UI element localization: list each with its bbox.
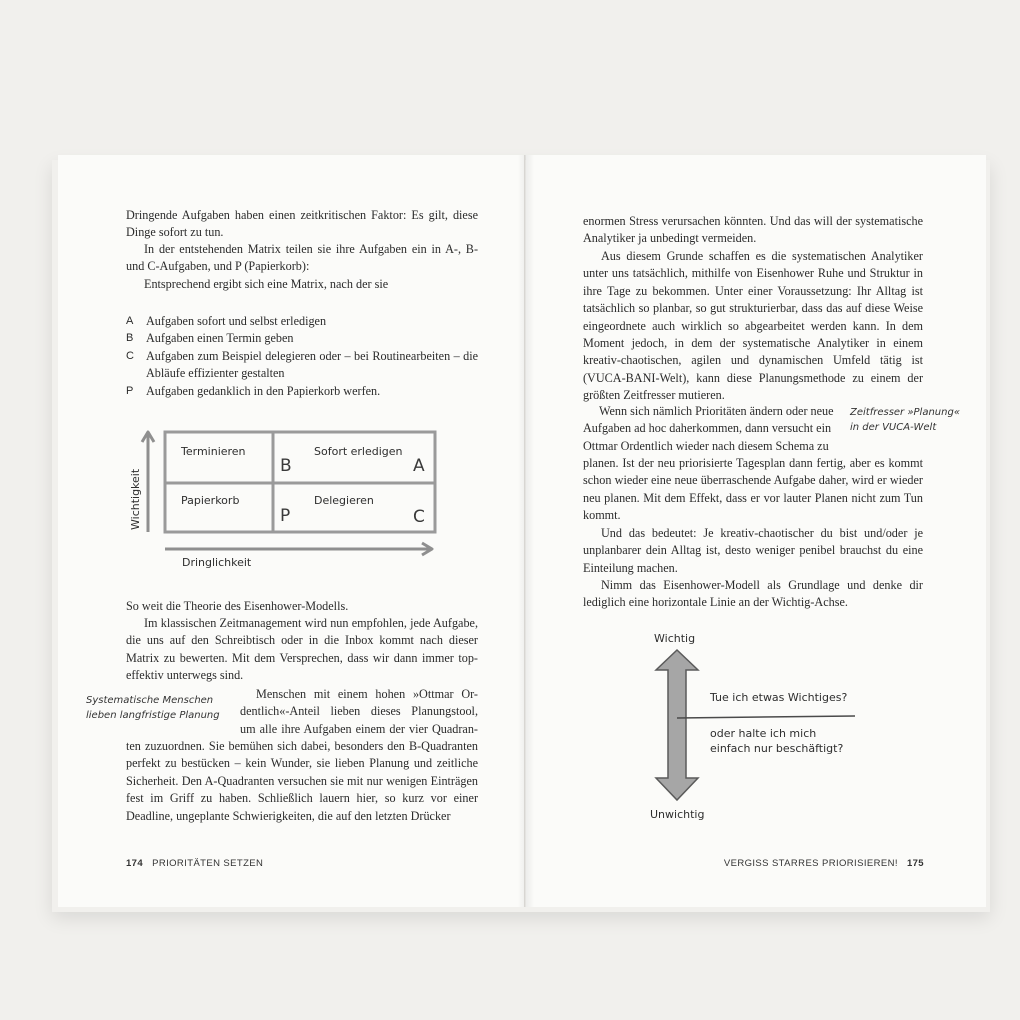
importance-diagram bbox=[640, 628, 870, 828]
body-paragraph-3: ten zuzuordnen. Sie bemühen sich dabei, besonders den B-Quadranten perfekt zu bestücken – kein Wunder, sie lieben Planung und zeitliche Sicherheit. Den A-Quadranten versuchen sie mit nur wenigen Einträgen fest im Griff zu haben. Schließlich lauern hier, so kurz vor einer Deadline, ungeplante Schwierigkeiten, die auf den letzten Drücker bbox=[126, 739, 478, 823]
list-item bbox=[126, 348, 478, 383]
upper-question: Tue ich etwas Wichtiges? bbox=[710, 691, 848, 704]
x-axis-arrow bbox=[165, 543, 432, 555]
right-paragraph-5: Nimm das Eisenhower-Modell als Grundlage und denke dir lediglich eine horizontale Linie an der Wichtig-Achse. bbox=[583, 578, 923, 610]
intro-paragraph-3: Entsprechend ergibt sich eine Matrix, nach der sie bbox=[144, 277, 389, 291]
list-text: Aufgaben sofort und selbst erledigen bbox=[146, 314, 327, 328]
wrap-line: Menschen mit einem hohen »Ottmar Or- bbox=[256, 687, 478, 701]
narrow-line: Wenn sich nämlich Prioritäten ändern oder neue bbox=[599, 404, 834, 418]
priority-list bbox=[126, 313, 478, 400]
cell-label-papierkorb: Papierkorb bbox=[181, 494, 240, 507]
bottom-label: Unwichtig bbox=[650, 808, 705, 821]
narrow-line: Ottmar Ordentlich wieder nach diesem Schema zu bbox=[583, 438, 829, 453]
x-axis-label: Dringlichkeit bbox=[182, 556, 252, 569]
list-key: C bbox=[126, 349, 134, 362]
body-paragraph-2: Im klassischen Zeitmanagement wird nun empfohlen, jede Aufgabe, die uns auf den Schreibtisch oder in die Inbox kommt nach dieser Matrix zu bewerten. Mit dem Versprechen, dass wir dann immer top-effektiv unterwegs sind. bbox=[126, 616, 478, 683]
y-axis-arrow bbox=[142, 432, 154, 532]
list-text: Aufgaben gedanklich in den Papierkorb werfen. bbox=[146, 383, 381, 398]
list-item bbox=[126, 313, 478, 330]
right-sidenote bbox=[850, 405, 960, 435]
sidenote-line: lieben langfristige Planung bbox=[86, 710, 220, 721]
sidenote-line: Zeitfresser »Planung« bbox=[850, 407, 960, 418]
eisenhower-matrix bbox=[118, 420, 448, 580]
right-paragraph-2: Aus diesem Grunde schaffen es die systematischen Analytiker unter uns tatsächlich, mithilfe von Eisenhower Ruhe und Struktur in ihre Tage zu bekommen. Unter einer Voraussetzung: Ihr Alltag ist tatsächlich so planbar, so gut strukturierbar, dass das auf diese Weise eingeordnete auch wirklich so abgearbeitet werden kann. In dem Moment jedoch, in dem der systematische Analytiker in einem kreativ-chaotischen, agilen und dynamischen Umfeld tätig ist (VUCA-BANI-Welt), kann diese Planungsmethode zu einem der größten Zeitfresser mutieren. bbox=[583, 249, 923, 403]
sidenote-line: in der VUCA-Welt bbox=[850, 422, 937, 433]
list-text: Aufgaben zum Beispiel delegieren oder – bei Routinearbeiten – die Abläufe effizienter gestalten bbox=[146, 348, 478, 381]
list-key: B bbox=[126, 332, 134, 345]
lower-question-line: einfach nur beschäftigt? bbox=[710, 742, 844, 755]
cell-letter-c: C bbox=[413, 507, 425, 527]
left-sidenote bbox=[86, 693, 220, 723]
cell-letter-b: B bbox=[280, 456, 292, 476]
wrapped-paragraph bbox=[240, 686, 478, 738]
left-footer bbox=[126, 858, 263, 869]
running-head-left: PRIORITÄTEN SETZEN bbox=[152, 858, 264, 869]
cell-label-terminieren: Terminieren bbox=[181, 445, 246, 458]
narrow-line: Aufgaben ad hoc daherkommen, dann versucht ein bbox=[583, 421, 832, 436]
lower-question-line: oder halte ich mich bbox=[710, 727, 817, 740]
y-axis-label: Wichtigkeit bbox=[129, 468, 142, 530]
right-footer bbox=[724, 858, 924, 869]
body-paragraph-1: So weit die Theorie des Eisenhower-Modells. bbox=[126, 599, 349, 613]
sidenote-line: Systematische Menschen bbox=[86, 695, 214, 706]
top-label: Wichtig bbox=[654, 632, 696, 645]
book-gutter bbox=[518, 155, 534, 907]
double-arrow bbox=[656, 650, 698, 800]
page-number-right: 175 bbox=[906, 858, 924, 869]
intro-paragraph-2: In der entstehenden Matrix teilen sie ihre Aufgaben ein in A-, B- und C-Aufgaben, und P (Papierkorb): bbox=[126, 242, 478, 274]
list-item bbox=[126, 383, 478, 400]
divider-line bbox=[677, 716, 855, 718]
cell-letter-a: A bbox=[413, 456, 425, 476]
cell-label-delegieren: Delegieren bbox=[314, 494, 374, 507]
list-text: Aufgaben einen Termin geben bbox=[146, 331, 294, 346]
intro-paragraph-1: Dringende Aufgaben haben einen zeitkritischen Faktor: Es gilt, diese Dinge sofort zu tun. bbox=[126, 208, 478, 240]
list-key: P bbox=[126, 384, 134, 397]
right-paragraph-4: Und das bedeutet: Je kreativ-chaotischer du bist und/oder je unplanbarer dein Alltag ist, desto weniger penibel brauchst du eine Einteilung machen. bbox=[583, 526, 923, 575]
list-item bbox=[126, 330, 478, 347]
wrap-line: dentlich«-Anteil lieben dieses Planungstool, bbox=[240, 704, 478, 719]
cell-letter-p: P bbox=[280, 506, 291, 526]
wrap-line: um alle ihre Aufgaben einem der vier Quadran- bbox=[240, 721, 478, 736]
page-number-left: 174 bbox=[126, 858, 144, 869]
cell-label-sofort-erledigen: Sofort erledigen bbox=[314, 445, 403, 458]
running-head-right: VERGISS STARRES PRIORISIEREN! bbox=[723, 858, 898, 869]
right-paragraph-1: enormen Stress verursachen könnten. Und das will der systematische Analytiker ja unbedingt vermeiden. bbox=[583, 214, 923, 246]
list-key: A bbox=[126, 315, 134, 327]
narrow-paragraph bbox=[583, 403, 841, 455]
right-paragraph-3: planen. Ist der neu priorisierte Tagesplan dann fertig, aber es kommt schon wieder eine neue überraschende Aufgabe daher, wird er wieder neu planen. Mit dem Effekt, dass er vor lauter Planen nicht zum Tun kommt. bbox=[583, 456, 923, 523]
